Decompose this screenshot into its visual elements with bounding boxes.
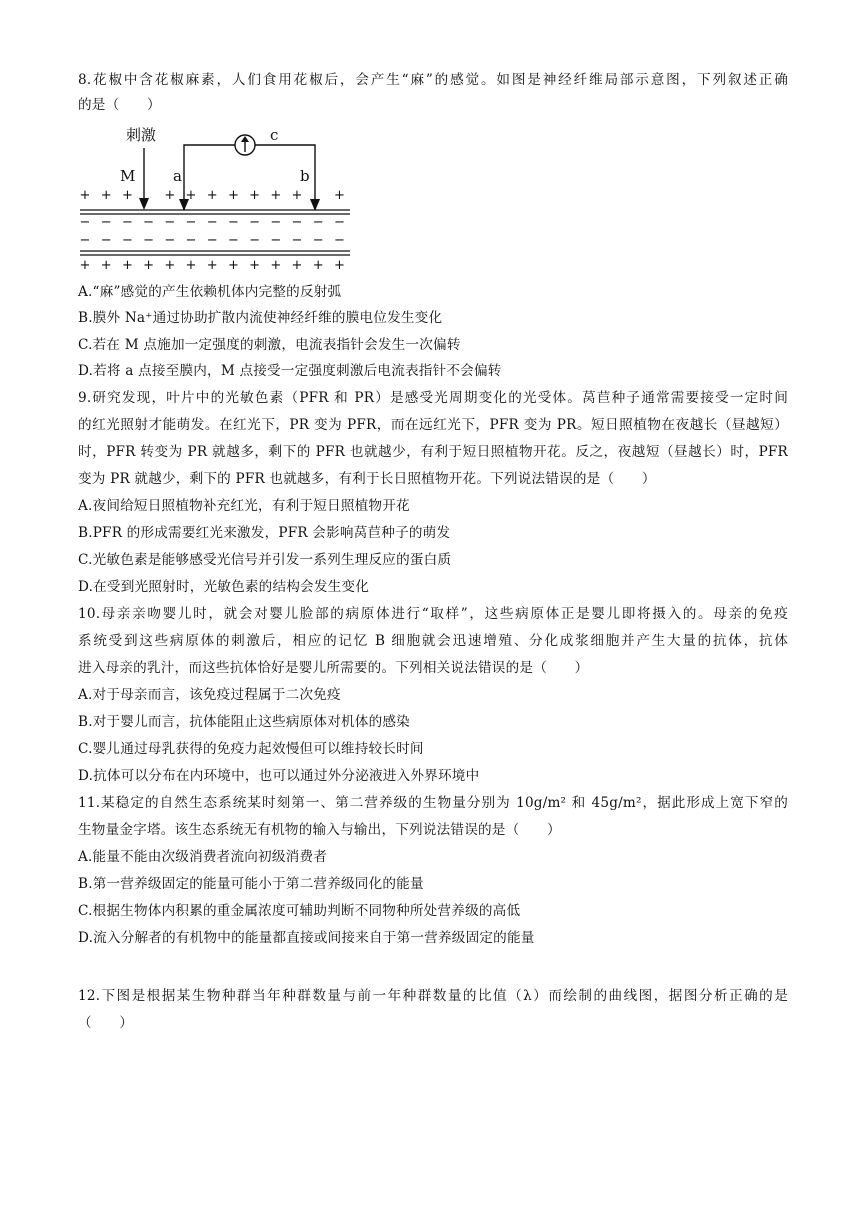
inner-bottom-minus-sign: −: [291, 233, 303, 248]
outer-top-plus-sign: +: [270, 188, 282, 203]
inner-bottom-minus-sign: −: [333, 233, 345, 248]
outer-bottom-plus-sign: +: [164, 258, 176, 273]
outer-top-plus-sign: +: [333, 188, 345, 203]
inner-top-minus-sign: −: [312, 215, 324, 230]
point-b-label: b: [300, 167, 310, 185]
outer-bottom-plus-sign: +: [79, 258, 91, 273]
meter-c-label: c: [270, 126, 279, 144]
inner-bottom-minus-sign: −: [270, 233, 282, 248]
inner-bottom-minus-sign: −: [206, 233, 218, 248]
outer-top-plus-sign: +: [185, 188, 197, 203]
outer-top-plus-sign: +: [249, 188, 261, 203]
q8-option-b: B.膜外 Na⁺通过协助扩散内流使神经纤维的膜电位发生变化: [78, 310, 443, 326]
inner-top-minus-sign: −: [143, 215, 155, 230]
outer-bottom-plus-sign: +: [100, 258, 112, 273]
inner-bottom-minus-sign: −: [312, 233, 324, 248]
q8-stem-line-1: 8.花椒中含花椒麻素，人们食用花椒后，会产生“麻”的感觉。如图是神经纤维局部示意图，下列叙述正确: [78, 72, 788, 88]
q8-option-a: A.“麻”感觉的产生依赖机体内完整的反射弧: [78, 284, 342, 300]
outer-bottom-plus-sign: +: [270, 258, 282, 273]
q9-stem-line-2: 的红光照射才能萌发。在红光下，PR 变为 PFR，而在远红光下，PFR 变为 PR。短日照植物在夜越长（昼越短）: [78, 417, 788, 433]
outer-bottom-plus-sign: +: [227, 258, 239, 273]
inner-top-minus-sign: −: [270, 215, 282, 230]
inner-bottom-minus-sign: −: [121, 233, 133, 248]
nerve-fiber-diagram: [72, 118, 362, 278]
inner-top-minus-sign: −: [206, 215, 218, 230]
inner-top-minus-sign: −: [164, 215, 176, 230]
point-a-label: a: [173, 167, 182, 185]
inner-bottom-minus-sign: −: [164, 233, 176, 248]
inner-bottom-minus-sign: −: [100, 233, 112, 248]
outer-top-plus-sign: +: [291, 188, 303, 203]
q10-stem-line-1: 10.母亲亲吻婴儿时，就会对婴儿脸部的病原体进行“取样”，这些病原体正是婴儿即将摄入的。母亲的免疫: [78, 606, 788, 622]
point-m-label: M: [120, 167, 136, 185]
q10-option-a: A.对于母亲而言，该免疫过程属于二次免疫: [78, 687, 341, 703]
q9-option-c: C.光敏色素是能够感受光信号并引发一系列生理反应的蛋白质: [78, 552, 452, 568]
inner-bottom-minus-sign: −: [79, 233, 91, 248]
outer-top-plus-sign: +: [100, 188, 112, 203]
inner-top-minus-sign: −: [249, 215, 261, 230]
outer-top-plus-sign: +: [164, 188, 176, 203]
inner-bottom-minus-sign: −: [185, 233, 197, 248]
inner-top-minus-sign: −: [100, 215, 112, 230]
inner-bottom-minus-sign: −: [143, 233, 155, 248]
inner-bottom-minus-sign: −: [227, 233, 239, 248]
q10-option-d: D.抗体可以分布在内环境中，也可以通过外分泌液进入外界环境中: [78, 768, 480, 784]
outer-bottom-plus-sign: +: [143, 258, 155, 273]
q9-option-b: B.PFR 的形成需要红光来激发，PFR 会影响莴苣种子的萌发: [78, 525, 451, 541]
inner-top-minus-sign: −: [185, 215, 197, 230]
q9-stem-line-4: 变为 PR 就越少，剩下的 PFR 也就越多，有利于长日照植物开花。下列说法错误的是（ ）: [78, 471, 656, 487]
q8-option-d: D.若将 a 点接至膜内，M 点接受一定强度刺激后电流表指针不会偏转: [78, 363, 502, 379]
q9-option-d: D.在受到光照射时，光敏色素的结构会发生变化: [78, 579, 370, 595]
inner-top-minus-sign: −: [291, 215, 303, 230]
q9-option-a: A.夜间给短日照植物补充红光，有利于短日照植物开花: [78, 498, 410, 514]
q8-option-c: C.若在 M 点施加一定强度的刺激，电流表指针会发生一次偏转: [78, 337, 461, 353]
q11-option-b: B.第一营养级固定的能量可能小于第二营养级同化的能量: [78, 876, 424, 892]
q10-option-c: C.婴儿通过母乳获得的免疫力起效慢但可以维持较长时间: [78, 741, 424, 757]
outer-top-plus-sign: +: [121, 188, 133, 203]
outer-bottom-plus-sign: +: [185, 258, 197, 273]
q9-stem-line-3: 时，PFR 转变为 PR 就越多，剩下的 PFR 也就越少，有利于短日照植物开花。反之，夜越短（昼越长）时，PFR: [78, 444, 788, 460]
q10-stem-line-2: 系统受到这些病原体的刺激后，相应的记忆 B 细胞就会迅速增殖、分化成浆细胞并产生大量的抗体，抗体: [78, 633, 788, 649]
outer-top-plus-sign: +: [206, 188, 218, 203]
q12-stem-line-2: （ ）: [78, 1015, 134, 1031]
membrane-charges: [80, 188, 345, 273]
q10-stem-line-3: 进入母亲的乳汁，而这些抗体恰好是婴儿所需要的。下列相关说法错误的是（ ）: [78, 660, 589, 676]
q10-option-b: B.对于婴儿而言，抗体能阻止这些病原体对机体的感染: [78, 714, 410, 730]
outer-bottom-plus-sign: +: [312, 258, 324, 273]
inner-top-minus-sign: −: [227, 215, 239, 230]
outer-bottom-plus-sign: +: [249, 258, 261, 273]
nerve-fiber-svg: [72, 118, 362, 278]
inner-top-minus-sign: −: [121, 215, 133, 230]
q9-stem-line-1: 9.研究发现，叶片中的光敏色素（PFR 和 PR）是感受光周期变化的光受体。莴苣种子通常需要接受一定时间: [78, 390, 788, 406]
outer-top-plus-sign: +: [227, 188, 239, 203]
outer-bottom-plus-sign: +: [121, 258, 133, 273]
q11-stem-line-2: 生物量金字塔。该生态系统无有机物的输入与输出，下列说法错误的是（ ）: [78, 822, 561, 838]
inner-top-minus-sign: −: [79, 215, 91, 230]
outer-bottom-plus-sign: +: [333, 258, 345, 273]
q11-stem-line-1: 11.某稳定的自然生态系统某时刻第一、第二营养级的生物量分别为 10g/m² 和 45g/m²，据此形成上宽下窄的: [78, 795, 788, 811]
q8-stem-line-2: 的是（ ）: [78, 97, 161, 113]
stimulus-label: 刺激: [126, 126, 157, 144]
q12-stem-line-1: 12.下图是根据某生物种群当年种群数量与前一年种群数量的比值（λ）而绘制的曲线图，据图分析正确的是: [78, 988, 788, 1004]
q11-option-a: A.能量不能由次级消费者流向初级消费者: [78, 849, 328, 865]
outer-top-plus-sign: +: [79, 188, 91, 203]
galvanometer-icon: [235, 135, 255, 155]
inner-top-minus-sign: −: [333, 215, 345, 230]
outer-bottom-plus-sign: +: [206, 258, 218, 273]
q11-option-c: C.根据生物体内积累的重金属浓度可辅助判断不同物种所处营养级的高低: [78, 903, 521, 919]
outer-bottom-plus-sign: +: [291, 258, 303, 273]
inner-bottom-minus-sign: −: [249, 233, 261, 248]
stimulus-arrow: [139, 148, 149, 210]
q11-option-d: D.流入分解者的有机物中的能量都直接或间接来自于第一营养级固定的能量: [78, 930, 535, 946]
